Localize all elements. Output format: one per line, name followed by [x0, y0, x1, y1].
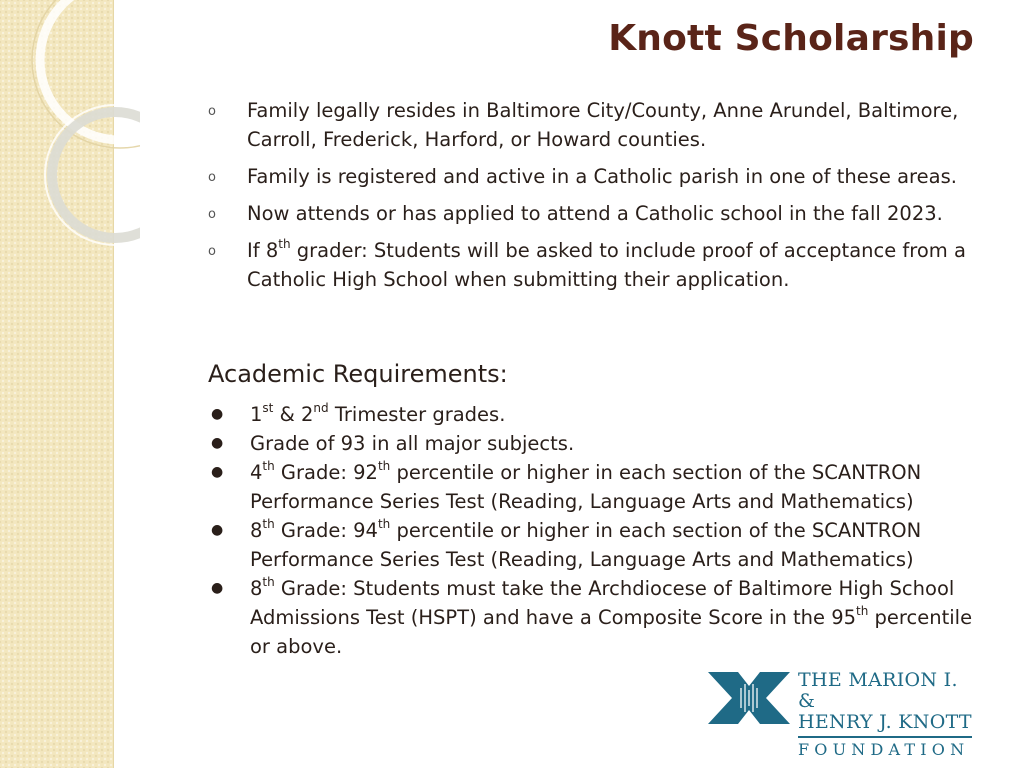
ordinal-suffix: th	[377, 516, 391, 531]
logo-line-2: HENRY J. KNOTT	[798, 711, 972, 733]
list-item	[208, 199, 988, 228]
list-item	[208, 96, 988, 154]
list-item	[208, 400, 998, 429]
filled-dot-bullet-icon: ●	[211, 464, 224, 480]
hollow-circle-bullet-icon: o	[208, 244, 216, 259]
list-item-text: Grade of 93 in all major subjects.	[250, 432, 575, 455]
list-item	[208, 162, 988, 191]
logo-wordmark	[798, 670, 978, 760]
list-item-text: Family is registered and active in a Catholic parish in one of these areas.	[247, 165, 957, 188]
logo-line-1: THE MARION I. &	[798, 669, 958, 712]
filled-dot-bullet-icon: ●	[211, 435, 224, 451]
list-item-text-start: If 8	[247, 239, 279, 262]
text-part: percentile or higher in each section of the SCANTRON Performance Series Test (Reading, Language Arts and Mathematics)	[250, 461, 922, 513]
ordinal-suffix: th	[262, 574, 275, 589]
hollow-circle-bullet-icon: o	[208, 104, 216, 119]
text-part: percentile or above.	[250, 606, 973, 658]
list-item	[208, 236, 988, 294]
text-part: percentile or higher in each section of the SCANTRON Performance Series Test (Reading, Language Arts and Mathematics)	[250, 519, 922, 571]
text-part: Grade: 92	[274, 461, 378, 484]
text-part: & 2	[273, 403, 314, 426]
academic-requirements-heading: Academic Requirements:	[208, 360, 508, 388]
decorative-rings	[0, 0, 140, 260]
list-item	[208, 516, 998, 574]
text-part: 4	[250, 461, 263, 484]
hollow-circle-bullet-icon: o	[208, 207, 216, 222]
ordinal-suffix: th	[278, 236, 291, 251]
list-item	[208, 574, 998, 661]
text-part: Trimester grades.	[328, 403, 506, 426]
hollow-circle-bullet-icon: o	[208, 170, 216, 185]
text-part: 8	[250, 519, 263, 542]
ordinal-suffix: nd	[313, 400, 329, 415]
text-part: 1	[250, 403, 263, 426]
eligibility-list	[208, 96, 988, 302]
filled-dot-bullet-icon: ●	[211, 406, 224, 422]
ordinal-suffix: th	[262, 458, 275, 473]
list-item-text: Family legally resides in Baltimore City/County, Anne Arundel, Baltimore, Carroll, Frederick, Harford, or Howard counties.	[247, 99, 959, 151]
filled-dot-bullet-icon: ●	[211, 580, 224, 596]
page-title: Knott Scholarship	[608, 18, 974, 59]
academic-requirements-list	[208, 400, 998, 661]
list-item-text-end: grader: Students will be asked to include proof of acceptance from a Catholic High School when submitting their application.	[247, 239, 966, 291]
ordinal-suffix: st	[262, 400, 274, 415]
list-item	[208, 429, 998, 458]
filled-dot-bullet-icon: ●	[211, 522, 224, 538]
logo-divider	[798, 736, 972, 738]
ordinal-suffix: th	[377, 458, 391, 473]
text-part: Grade: Students must take the Archdiocese of Baltimore High School Admissions Test (HSPT) and have a Composite Score in the 95	[250, 577, 955, 629]
ordinal-suffix: th	[856, 603, 869, 618]
list-item	[208, 458, 998, 516]
ordinal-suffix: th	[262, 516, 275, 531]
list-item-text: Now attends or has applied to attend a Catholic school in the fall 2023.	[247, 202, 943, 225]
foundation-logo-mark-icon	[708, 672, 790, 724]
text-part: Grade: 94	[274, 519, 378, 542]
knott-foundation-logo	[708, 668, 978, 759]
logo-line-3: FOUNDATION	[798, 740, 970, 759]
text-part: 8	[250, 577, 263, 600]
